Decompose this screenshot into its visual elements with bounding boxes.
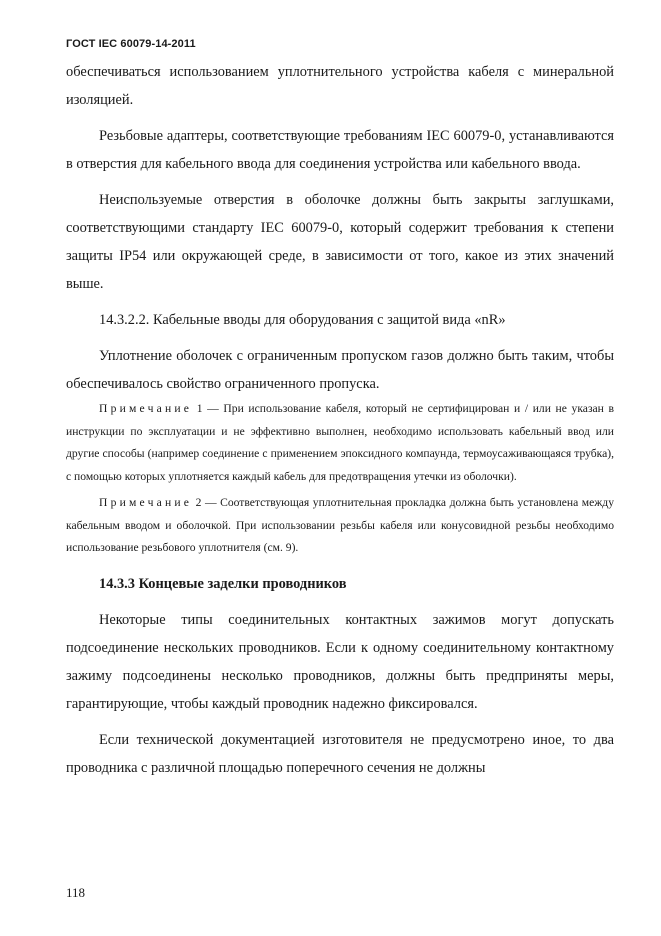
note-2-label: Примечание — [99, 496, 193, 509]
section-heading: 14.3.3 Концевые заделки проводников — [99, 575, 347, 592]
paragraph-terminals: Некоторые типы соединительных контактных зажимов могут допускать подсоединение нескольких проводников. Если к одному соединительному контактному зажиму подсоединены несколько проводников, должны быть предприняты меры, гарантирующие, чтобы каждый проводник надежно фиксировался. — [66, 611, 614, 712]
paragraph-unused-openings: Неиспользуемые отверстия в оболочке должны быть закрыты заглушками, соответствующими стандарту IEC 60079-0, который содержит требования к степени защиты IP54 или окружающей среде, в зависимости от того, какое из этих значений выше. — [66, 192, 614, 292]
note-1 — [66, 398, 614, 488]
page-number: 118 — [66, 885, 86, 900]
paragraph-threaded-adapters: Резьбовые адаптеры, соответствующие требованиям IEC 60079-0, устанавливаются в отверстия для кабельного ввода для соединения устройства или кабельного ввода. — [66, 128, 614, 172]
paragraph-conductors: Если технической документацией изготовителя не предусмотрено иное, то два проводника с различной площадью поперечного сечения не должны — [66, 731, 614, 776]
subsection-title-nr: 14.3.2.2. Кабельные вводы для оборудования с защитой вида «nR» — [99, 312, 506, 328]
note-2-text: 2 — Соответствующая уплотнительная прокладка должна быть установлена между кабельным вводом и оболочкой. При использовании резьбы кабеля или конусовидной резьбы необходимо использование резьбового уплотнителя (см. 9). — [66, 496, 614, 554]
paragraph-sealing: Уплотнение оболочек с ограниченным пропуском газов должно быть таким, чтобы обеспечивалось свойство ограниченного пропуска. — [66, 348, 614, 392]
note-1-text: 1 — При использование кабеля, который не сертифицирован и / или не указан в инструкции по эксплуатации и не эффективно выполнен, необходимо использовать кабельный ввод или другие способы (например соединение с применением эпоксидного компаунда, термоусаживающаяся трубка), с помощью которых уплотняется каждый кабель для предотвращения утечки из оболочки). — [66, 402, 614, 483]
page-content — [66, 58, 614, 782]
document-header: ГОСТ IEC 60079-14-2011 — [66, 38, 196, 50]
note-1-label: Примечание — [99, 402, 193, 415]
paragraph-continuation: обеспечиваться использованием уплотнительного устройства кабеля с минеральной изоляцией. — [66, 64, 614, 108]
note-2 — [66, 492, 614, 560]
